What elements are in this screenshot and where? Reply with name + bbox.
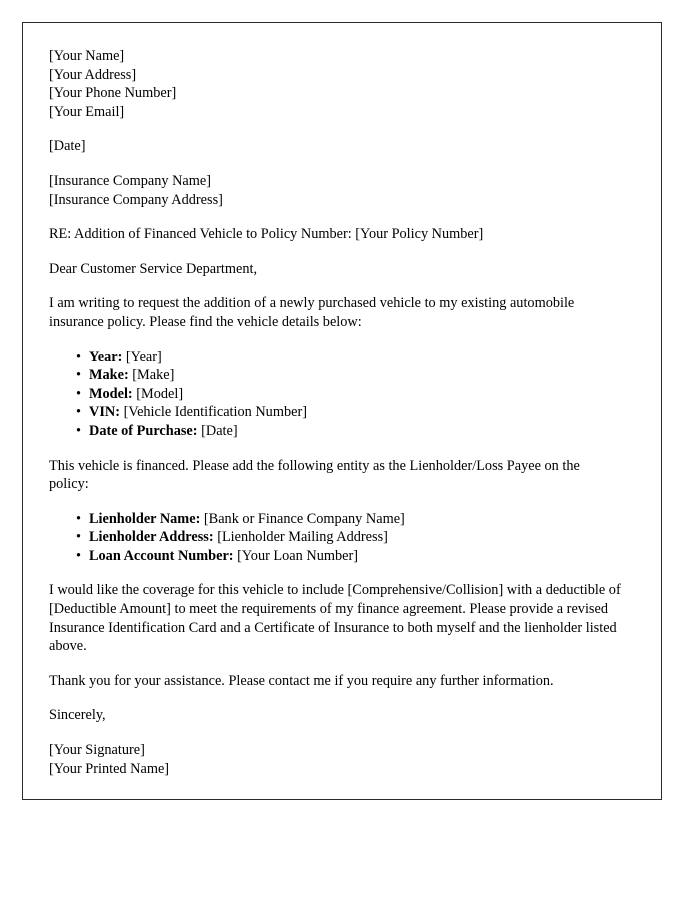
- list-item: [89, 348, 627, 367]
- paragraph-thanks: Thank you for your assistance. Please contact me if you require any further information.: [49, 672, 554, 689]
- vehicle-vin-label: VIN:: [89, 404, 120, 421]
- letter-page: [22, 22, 662, 800]
- letter-body: [49, 47, 627, 778]
- vehicle-vin-value: [Vehicle Identification Number]: [123, 404, 307, 421]
- vehicle-model-label: Model:: [89, 385, 133, 402]
- vehicle-purchase-date-label: Date of Purchase:: [89, 422, 198, 439]
- lienholder-details-list: [49, 510, 627, 566]
- letter-date: [Date]: [49, 138, 86, 155]
- list-item: [89, 528, 627, 547]
- recipient-address-block: [49, 172, 627, 209]
- date-block: [49, 137, 627, 156]
- recipient-company-name: [Insurance Company Name]: [49, 172, 211, 189]
- list-item: [89, 510, 627, 529]
- salutation: Dear Customer Service Department,: [49, 260, 258, 277]
- closing: Sincerely,: [49, 707, 106, 724]
- subject-line: RE: Addition of Financed Vehicle to Policy Number: [Your Policy Number]: [49, 226, 484, 243]
- list-item: [89, 403, 627, 422]
- vehicle-details-list: [49, 348, 627, 441]
- paragraph-financed: This vehicle is financed. Please add the following entity as the Lienholder/Loss Payee on the policy:: [49, 457, 580, 493]
- paragraph-coverage: I would like the coverage for this vehicle to include [Comprehensive/Collision] with a deductible of [Deductible Amount] to meet the requirements of my finance agreement. Please provide a revised Insurance Identification Card and a Certificate of Insurance to both myself and the lienholder listed above.: [49, 582, 621, 655]
- vehicle-year-label: Year:: [89, 348, 123, 365]
- vehicle-purchase-date-value: [Date]: [201, 422, 238, 439]
- vehicle-make-value: [Make]: [132, 367, 175, 384]
- vehicle-year-value: [Year]: [125, 348, 162, 365]
- sender-name: [Your Name]: [49, 48, 125, 64]
- recipient-company-address: [Insurance Company Address]: [49, 191, 223, 208]
- list-item: [89, 422, 627, 441]
- sender-address: [Your Address]: [49, 66, 137, 83]
- sender-address-block: [49, 47, 627, 121]
- signature-placeholder: [Your Signature]: [49, 742, 145, 759]
- lienholder-name-label: Lienholder Name:: [89, 510, 201, 527]
- printed-name-placeholder: [Your Printed Name]: [49, 760, 170, 777]
- sender-phone: [Your Phone Number]: [49, 85, 177, 102]
- signature-block: [49, 741, 627, 778]
- list-item: [89, 366, 627, 385]
- lienholder-name-value: [Bank or Finance Company Name]: [203, 510, 405, 527]
- lienholder-address-value: [Lienholder Mailing Address]: [217, 529, 388, 546]
- list-item: [89, 547, 627, 566]
- paragraph-intro: I am writing to request the addition of a newly purchased vehicle to my existing automobile insurance policy. Please find the vehicle details below:: [49, 295, 575, 330]
- loan-account-number-value: [Your Loan Number]: [237, 547, 358, 564]
- lienholder-address-label: Lienholder Address:: [89, 529, 214, 546]
- sender-email: [Your Email]: [49, 103, 125, 120]
- vehicle-make-label: Make:: [89, 367, 129, 384]
- vehicle-model-value: [Model]: [136, 385, 184, 402]
- list-item: [89, 385, 627, 404]
- loan-account-number-label: Loan Account Number:: [89, 547, 234, 564]
